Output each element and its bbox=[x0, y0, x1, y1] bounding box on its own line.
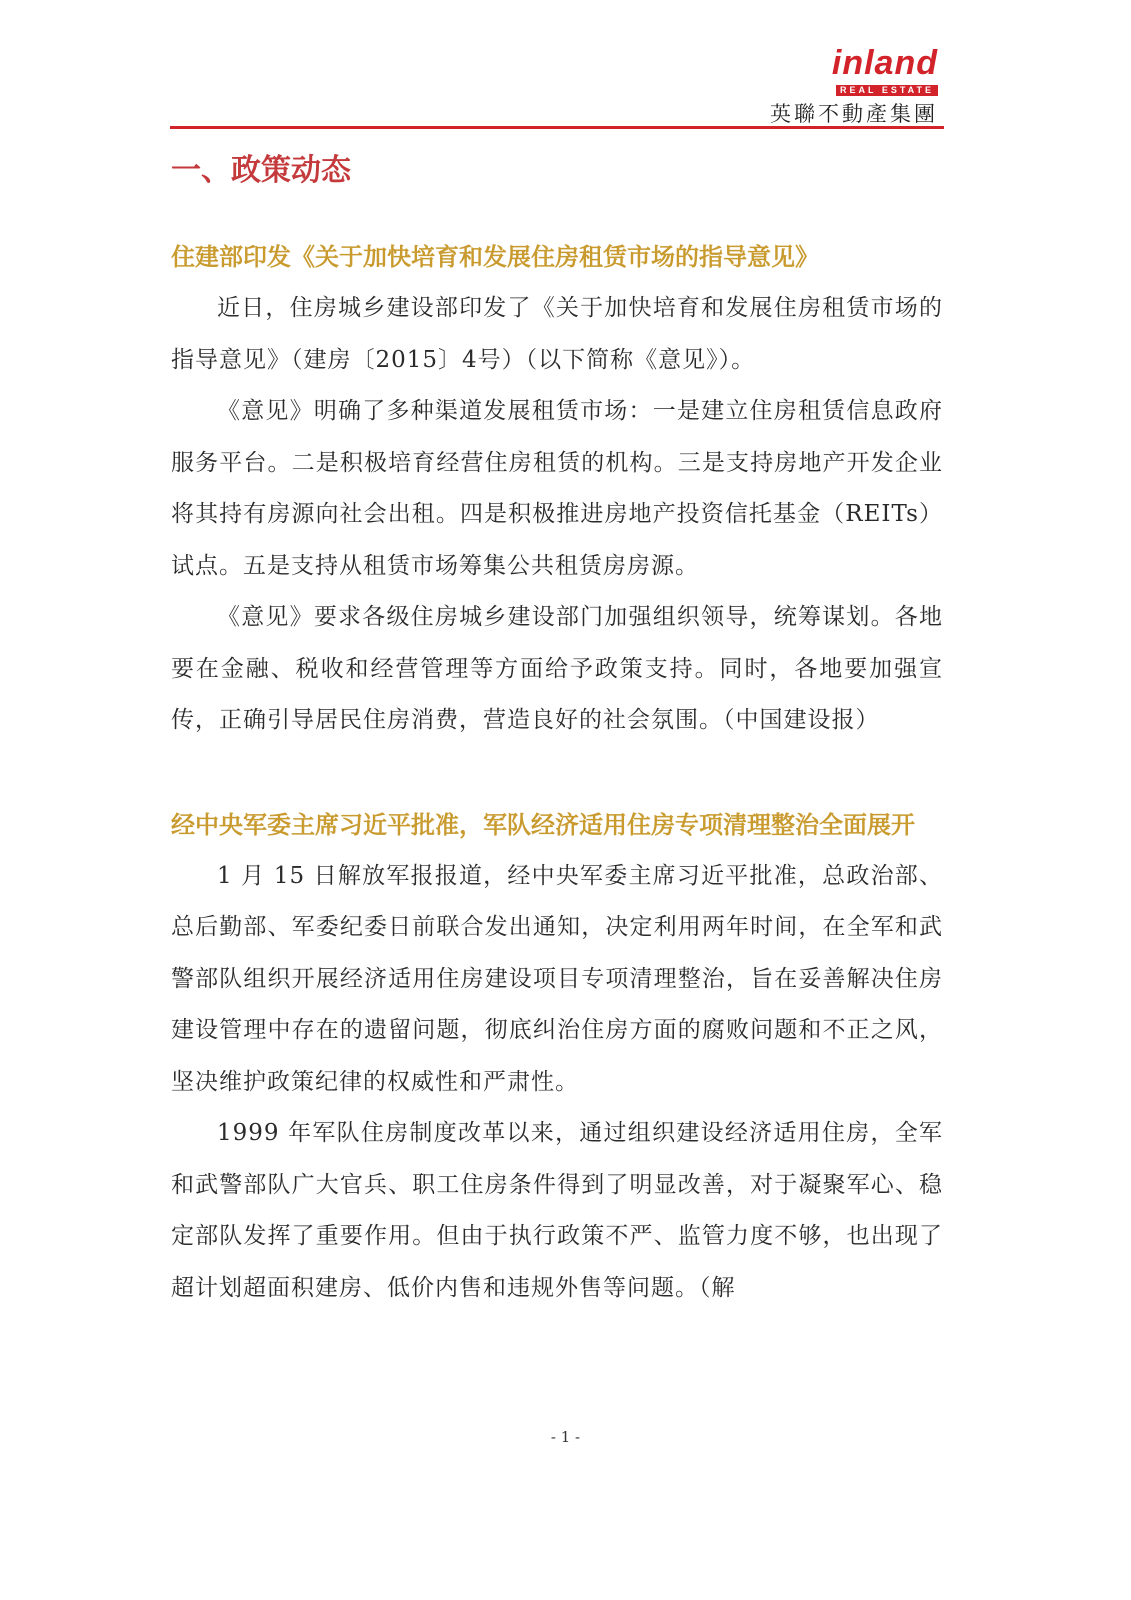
article-paragraph: 近日，住房城乡建设部印发了《关于加快培育和发展住房租赁市场的指导意见》（建房〔2015〕4号）（以下简称《意见》）。 bbox=[171, 295, 943, 373]
document-body bbox=[171, 143, 943, 1314]
company-logo bbox=[748, 44, 938, 97]
logo-wordmark: inland bbox=[831, 44, 938, 82]
article-paragraph: 1999 年军队住房制度改革以来，通过组织建设经济适用住房，全军和武警部队广大官兵、职工住房条件得到了明显改善，对于凝聚军心、稳定部队发挥了重要作用。但由于执行政策不严、监管力度不够，也出现了超计划超面积建房、低价内售和违规外售等问题。（解 bbox=[171, 1120, 943, 1301]
article-paragraph: 《意见》要求各级住房城乡建设部门加强组织领导，统筹谋划。各地要在金融、税收和经营管理等方面给予政策支持。同时，各地要加强宣传，正确引导居民住房消费，营造良好的社会氛围。（中国建设报） bbox=[171, 604, 943, 733]
logo-subtext: REAL ESTATE bbox=[836, 85, 938, 96]
article-housing-rental bbox=[171, 231, 943, 747]
company-name: 英聯不動產集團 bbox=[770, 102, 938, 126]
article-paragraph: 《意见》明确了多种渠道发展租赁市场：一是建立住房租赁信息政府服务平台。二是积极培育经营住房租赁的机构。三是支持房地产开发企业将其持有房源向社会出租。四是积极推进房地产投资信托基金（REITs）试点。五是支持从租赁市场筹集公共租赁房房源。 bbox=[171, 398, 943, 579]
page-number: - 1 - bbox=[550, 1428, 581, 1446]
article-title: 经中央军委主席习近平批准，军队经济适用住房专项清理整治全面展开 bbox=[171, 810, 915, 839]
article-title: 住建部印发《关于加快培育和发展住房租赁市场的指导意见》 bbox=[171, 243, 819, 271]
article-paragraph: 1 月 15 日解放军报报道，经中央军委主席习近平批准，总政治部、总后勤部、军委纪委日前联合发出通知，决定利用两年时间，在全军和武警部队组织开展经济适用住房建设项目专项清理整治，旨在妥善解决住房建设管理中存在的遗留问题，彻底纠治住房方面的腐败问题和不正之风，坚决维护政策纪律的权威性和严肃性。 bbox=[171, 862, 943, 1095]
article-military-housing bbox=[171, 799, 943, 1315]
section-title: 一、政策动态 bbox=[171, 153, 351, 188]
header-divider bbox=[170, 126, 944, 129]
